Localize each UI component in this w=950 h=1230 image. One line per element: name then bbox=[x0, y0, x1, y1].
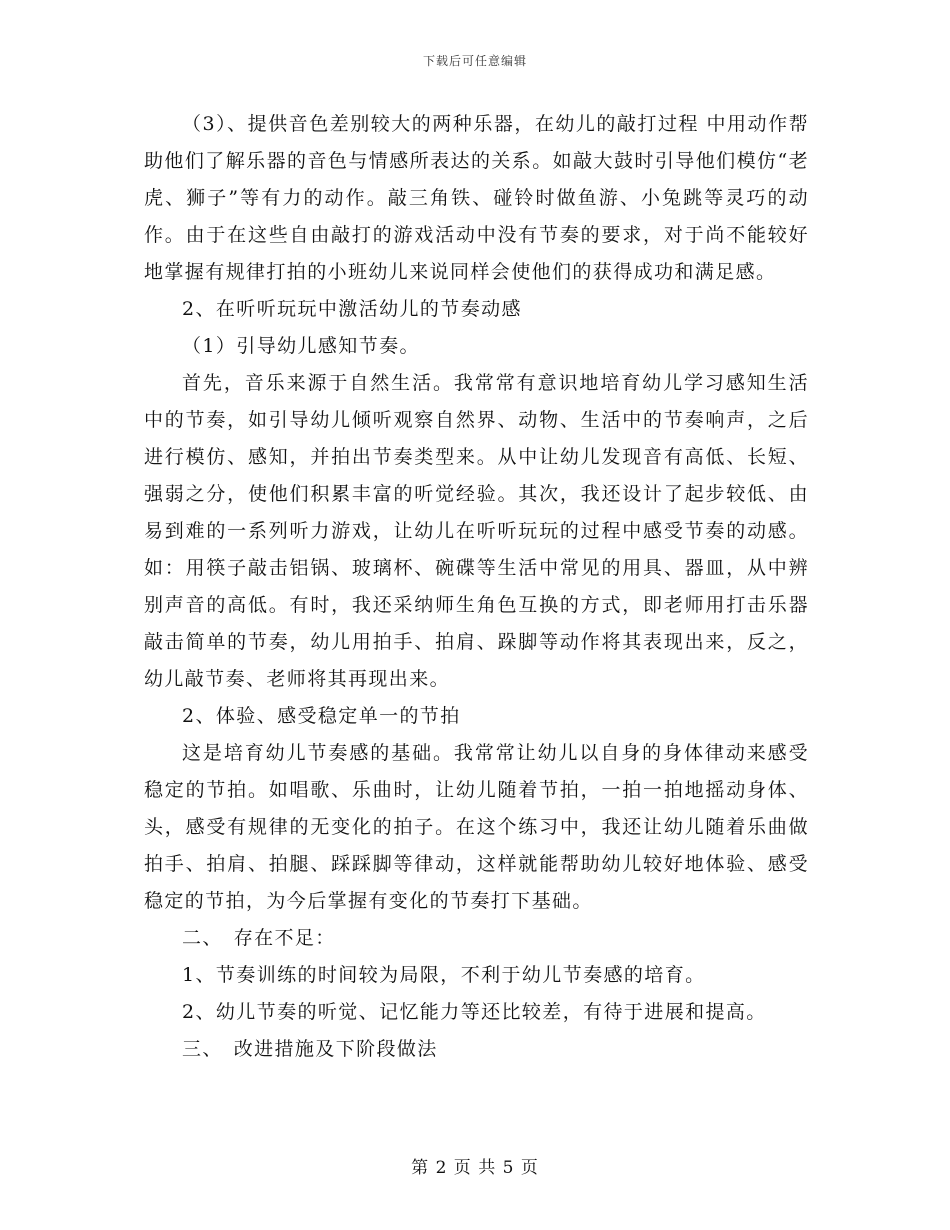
section-heading-steady-beat: 2、体验、感受稳定单一的节拍 bbox=[182, 705, 461, 727]
document-body bbox=[144, 106, 809, 1068]
list-item-shortcoming-2: 2、幼儿节奏的听觉、记忆能力等还比较差，有待于进展和提高。 bbox=[182, 1001, 767, 1023]
section-heading-shortcomings: 二、 存在不足： bbox=[182, 927, 336, 949]
page-number-label: 第 2 页 共 5 页 bbox=[411, 1158, 539, 1178]
paragraph-body-rhythm: 这是培育幼儿节奏感的基础。我常常让幼儿以自身的身体律动来感受稳定的节拍。如唱歌、乐曲时，让幼儿随着节拍，一拍一拍地摇动身体、头，感受有规律的无变化的拍子。在这个练习中，我还让幼儿随着乐曲做拍手、拍肩、拍腿、踩踩脚等律动，这样就能帮助幼儿较好地体验、感受稳定的节拍，为今后掌握有变化的节奏打下基础。 bbox=[144, 742, 809, 912]
paragraph-instruments: （3）、提供音色差别较大的两种乐器，在幼儿的敲打过程 中用动作帮助他们了解乐器的音色与情感所表达的关系。如敲大鼓时引导他们模仿“老虎、狮子”等有力的动作。敲三角铁、碰铃时做鱼游、小兔跳等灵巧的动作。由于在这些自由敲打的游戏活动中没有节奏的要求，对于尚不能较好地掌握有规律打拍的小班幼儿来说同样会使他们的获得成功和满足感。 bbox=[144, 113, 809, 283]
section-heading-improvements: 三、 改进措施及下阶段做法 bbox=[182, 1038, 438, 1060]
paragraph-natural-life: 首先，音乐来源于自然生活。我常常有意识地培育幼儿学习感知生活中的节奏，如引导幼儿倾听观察自然界、动物、生活中的节奏响声，之后进行模仿、感知，并拍出节奏类型来。从中让幼儿发现音有高低、长短、强弱之分，使他们积累丰富的听觉经验。其次，我还设计了起步较低、由易到难的一系列听力游戏，让幼儿在听听玩玩的过程中感受节奏的动感。如：用筷子敲击铝锅、玻璃杯、碗碟等生活中常见的用具、器皿，从中辨别声音的高低。有时，我还采纳师生角色互换的方式，即老师用打击乐器敲击简单的节奏，幼儿用拍手、拍肩、跺脚等动作将其表现出来，反之，幼儿敲节奏、老师将其再现出来。 bbox=[144, 372, 809, 690]
page-header-note: 下载后可任意编辑 bbox=[422, 54, 527, 68]
page-footer-number bbox=[0, 1153, 950, 1178]
section-heading-listen-play: 2、在听听玩玩中激活幼儿的节奏动感 bbox=[182, 298, 522, 320]
list-item-shortcoming-1: 1、节奏训练的时间较为局限，不利于幼儿节奏感的培育。 bbox=[182, 964, 706, 986]
subheading-perceive-rhythm: （1）引导幼儿感知节奏。 bbox=[182, 335, 420, 357]
